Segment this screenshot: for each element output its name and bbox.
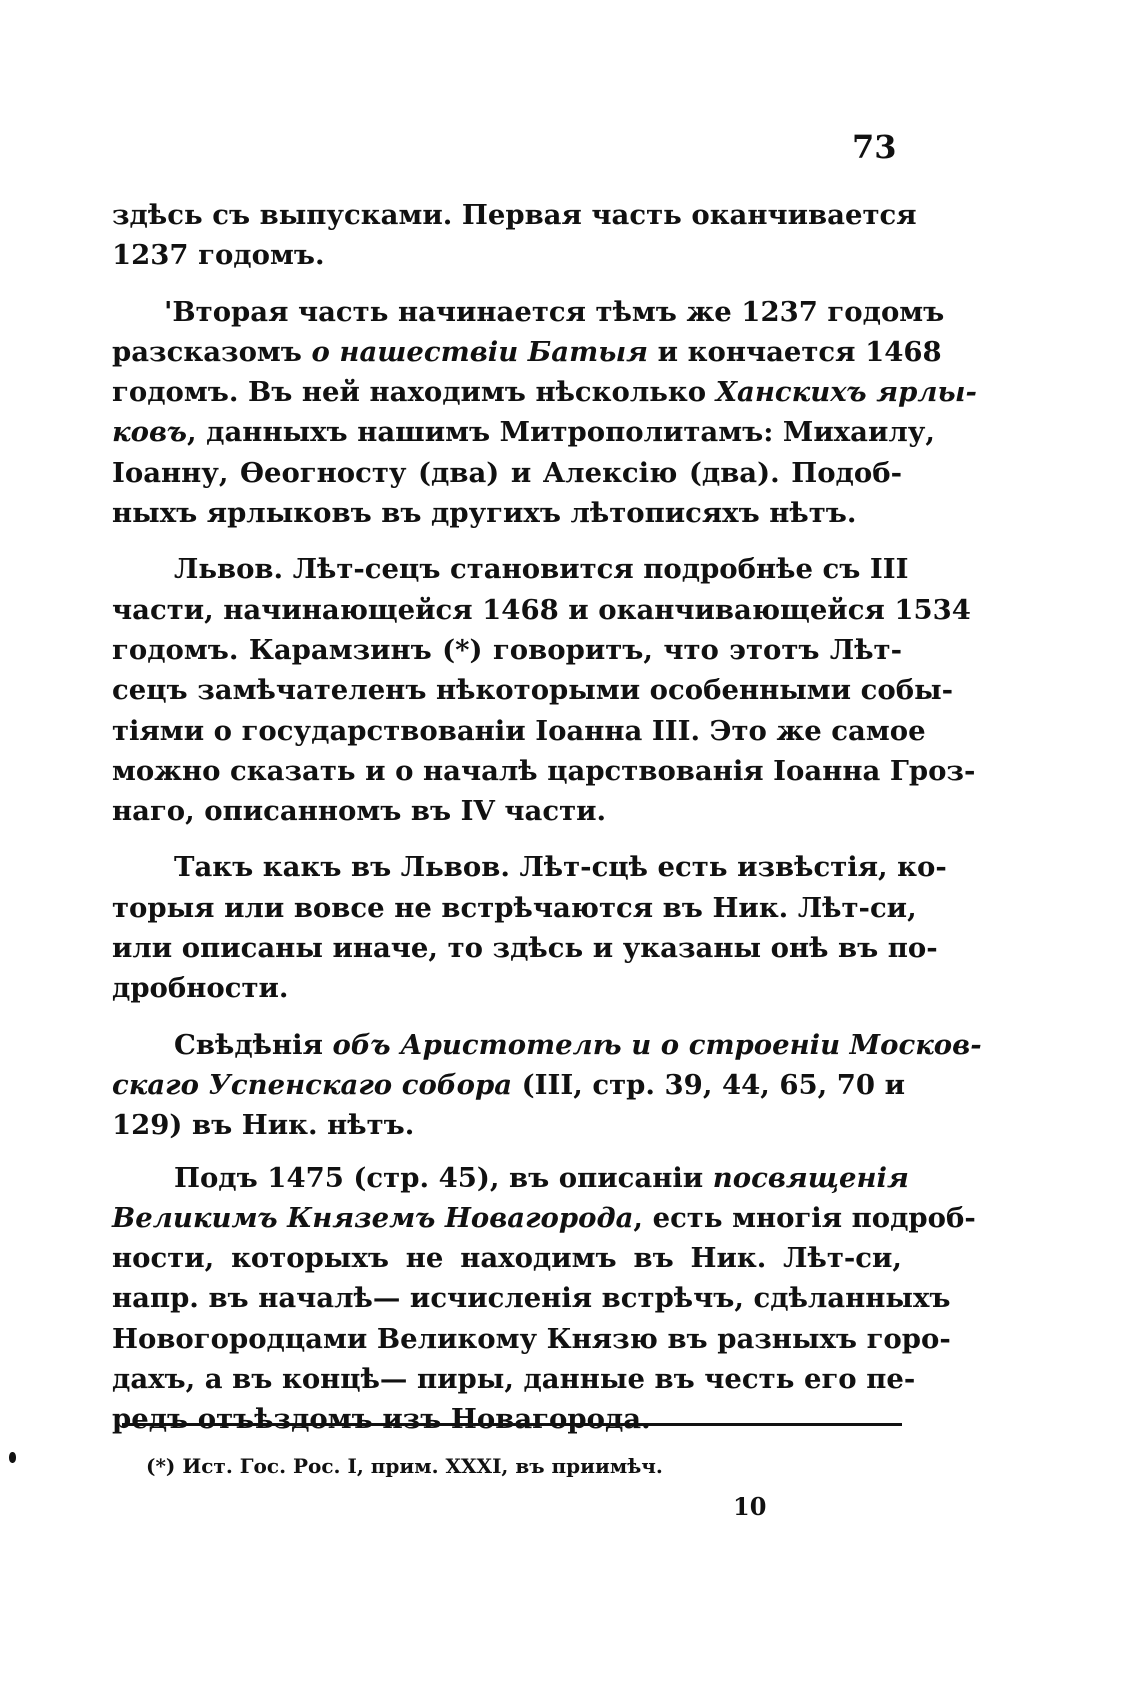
text-line: ныхъ ярлыковъ въ другихъ лѣтописяхъ нѣтъ. <box>112 497 857 530</box>
text-line: ковъ, данныхъ нашимъ Митрополитамъ: Михаилу, <box>112 416 935 449</box>
text-line: здѣсь съ выпусками. Первая часть оканчивается <box>112 199 917 231</box>
text-line: напр. въ началѣ— исчисленія встрѣчъ, сдѣланныхъ <box>112 1282 951 1315</box>
text-line: дробности. <box>112 972 289 1005</box>
text-line: сецъ замѣчателенъ нѣкоторыми особенными собы- <box>112 674 954 707</box>
text-line: можно сказать и о началѣ царствованія Іоанна Гроз- <box>112 754 976 787</box>
text-line: Подъ 1475 (стр. 45), въ описаніи посвященія <box>174 1161 909 1194</box>
page-number: 73 <box>852 128 897 166</box>
paragraph-continued <box>112 1065 906 1146</box>
footnote-rule <box>122 1423 902 1426</box>
paragraph-continued <box>112 590 976 832</box>
text-line: 1237 годомъ. <box>112 239 325 272</box>
paragraph <box>112 292 945 332</box>
text-line: Львов. Лѣт-сецъ становится подробнѣе съ III <box>174 553 909 586</box>
text-line: наго, описанномъ въ IV части. <box>112 795 607 828</box>
footnote: (*) Ист. Гос. Рос. I, прим. XXXI, въ приимѣч. <box>146 1454 663 1478</box>
text-line: годомъ. Карамзинъ (*) говоритъ, что этотъ Лѣт- <box>112 633 902 666</box>
text-line: 'Вторая часть начинается тѣмъ же 1237 годомъ <box>164 295 945 328</box>
text-line: Свѣдѣнія объ Аристотелѣ и о строеніи Москов- <box>174 1028 982 1061</box>
text-line: Іоанну, Ѳеогносту (два) и Алексію (два). Подоб- <box>112 456 902 489</box>
signature-mark: 10 <box>733 1492 767 1521</box>
paragraph <box>112 195 917 276</box>
text-line: редъ отъѣздомъ изъ Новагорода. <box>112 1403 651 1436</box>
text-line: разсказомъ о нашествіи Батыя и кончается 1468 <box>112 335 942 368</box>
paragraph-continued <box>112 888 938 1009</box>
text-line: Такъ какъ въ Львов. Лѣт-сцѣ есть извѣстія, ко- <box>174 851 947 884</box>
paragraph <box>112 549 909 589</box>
paragraph <box>112 1025 982 1065</box>
body-text <box>112 195 982 1440</box>
text-line: Новогородцами Великому Князю въ разныхъ горо- <box>112 1322 951 1355</box>
paragraph <box>112 847 947 887</box>
text-line: ности, которыхъ не находимъ въ Ник. Лѣт-си, <box>112 1242 902 1275</box>
text-line: 129) въ Ник. нѣтъ. <box>112 1109 415 1142</box>
paragraph-continued <box>112 332 977 533</box>
text-line: Великимъ Княземъ Новагорода, есть многія подроб- <box>112 1201 976 1234</box>
text-line: тіями о государствованіи Іоанна III. Это же самое <box>112 714 926 747</box>
text-line: или описаны иначе, то здѣсь и указаны онѣ въ по- <box>112 932 938 965</box>
text-line: торыя или вовсе не встрѣчаются въ Ник. Лѣт-си, <box>112 891 917 924</box>
ink-speck <box>9 1452 16 1463</box>
text-line: годомъ. Въ ней находимъ нѣсколько Ханскихъ ярлы- <box>112 376 977 409</box>
text-line: части, начинающейся 1468 и оканчивающейся 1534 <box>112 593 971 626</box>
text-line: скаго Успенскаго собора (III, стр. 39, 44, 65, 70 и <box>112 1068 906 1101</box>
paragraph-continued <box>112 1198 976 1440</box>
paragraph <box>112 1158 909 1198</box>
text-line: дахъ, а въ концѣ— пиры, данные въ честь его пе- <box>112 1363 916 1396</box>
